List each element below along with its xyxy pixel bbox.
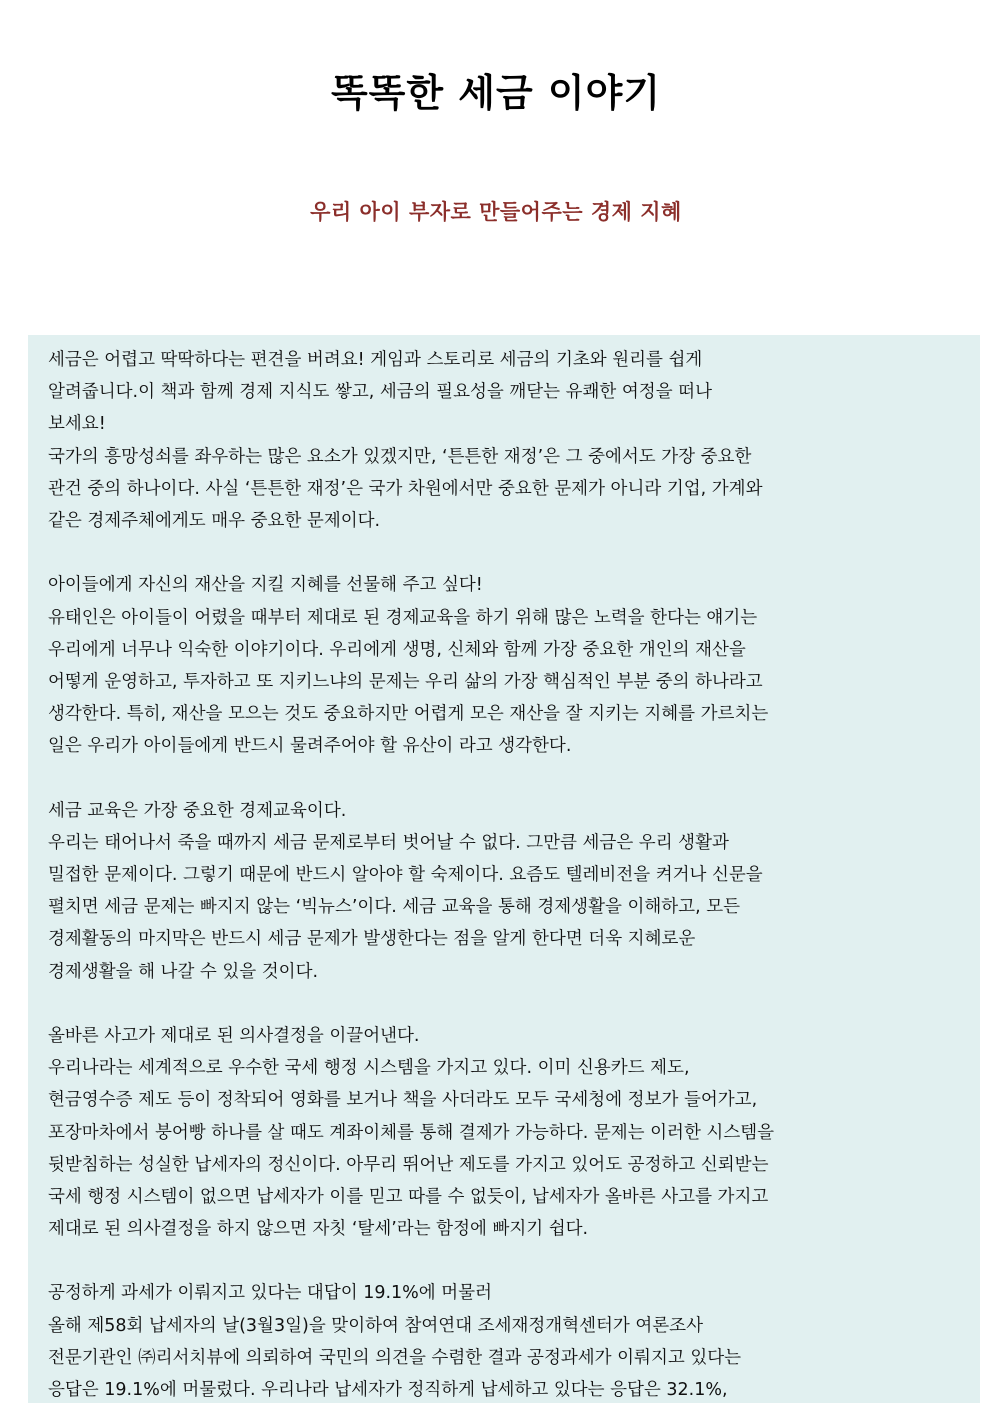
text-line: 보세요! xyxy=(48,414,106,435)
paragraph-intro xyxy=(48,344,980,537)
text-line: 응답은 19.1%에 머물렀다. 우리나라 납세자가 정직하게 납세하고 있다는 응답은 32.1%, xyxy=(48,1380,728,1400)
text-line: 국세 행정 시스템이 없으면 납세자가 이를 믿고 따를 수 없듯이, 납세자가 올바른 사고를 가지고 xyxy=(48,1186,769,1207)
paragraph-decision xyxy=(48,1020,980,1245)
paragraph-spacer xyxy=(48,988,980,1020)
text-line: 전문기관인 ㈜리서치뷰에 의뢰하여 국민의 의견을 수렴한 결과 공정과세가 이뤄지고 있다는 xyxy=(48,1347,742,1368)
text-line: 뒷받침하는 성실한 납세자의 정신이다. 아무리 뛰어난 제도를 가지고 있어도 공정하고 신뢰받는 xyxy=(48,1154,769,1175)
text-line: 우리는 태어나서 죽을 때까지 세금 문제로부터 벗어날 수 없다. 그만큼 세금은 우리 생활과 xyxy=(48,832,729,853)
paragraph-tax-education xyxy=(48,795,980,988)
paragraph-survey xyxy=(48,1277,980,1403)
paragraph-heading: 공정하게 과세가 이뤄지고 있다는 대답이 19.1%에 머물러 xyxy=(48,1283,492,1304)
text-line: 우리나라는 세계적으로 우수한 국세 행정 시스템을 가지고 있다. 이미 신용카드 제도, xyxy=(48,1058,690,1079)
paragraph-spacer xyxy=(48,1245,980,1277)
text-line: 어떻게 운영하고, 투자하고 또 지키느냐의 문제는 우리 삶의 가장 핵심적인 부분 중의 하나라고 xyxy=(48,671,763,692)
paragraph-heading: 세금 교육은 가장 중요한 경제교육이다. xyxy=(48,800,347,821)
text-line: 생각한다. 특히, 재산을 모으는 것도 중요하지만 어렵게 모은 재산을 잘 지키는 지혜를 가르치는 xyxy=(48,704,769,725)
content-box xyxy=(28,335,980,1403)
paragraph-heading: 올바른 사고가 제대로 된 의사결정을 이끌어낸다. xyxy=(48,1025,420,1046)
text-line: 제대로 된 의사결정을 하지 않으면 자칫 ‘탈세’라는 함정에 빠지기 쉽다. xyxy=(48,1219,589,1240)
paragraph-wisdom xyxy=(48,569,980,762)
text-line: 펼치면 세금 문제는 빠지지 않는 ‘빅뉴스’이다. 세금 교육을 통해 경제생활을 이해하고, 모든 xyxy=(48,897,741,918)
text-line: 올해 제58회 납세자의 날(3월3일)을 맞이하여 참여연대 조세재정개혁센터가 여론조사 xyxy=(48,1315,703,1336)
text-line: 밀접한 문제이다. 그렇기 때문에 반드시 알아야 할 숙제이다. 요즘도 텔레비전을 켜거나 신문을 xyxy=(48,865,763,885)
text-line: 같은 경제주체에게도 매우 중요한 문제이다. xyxy=(48,510,381,531)
paragraph-heading: 아이들에게 자신의 재산을 지킬 지혜를 선물해 주고 싶다! xyxy=(48,575,483,596)
paragraph-spacer xyxy=(48,762,980,794)
text-line: 경제생활을 해 나갈 수 있을 것이다. xyxy=(48,961,319,982)
text-line: 포장마차에서 붕어빵 하나를 살 때도 계좌이체를 통해 결제가 가능하다. 문제는 이러한 시스템을 xyxy=(48,1122,775,1143)
text-line: 현금영수증 제도 등이 정착되어 영화를 보거나 책을 사더라도 모두 국세청에 정보가 들어가고, xyxy=(48,1090,758,1111)
text-line: 알려줍니다.이 책과 함께 경제 지식도 쌓고, 세금의 필요성을 깨닫는 유쾌한 여정을 떠나 xyxy=(48,382,712,403)
text-line: 우리에게 너무나 익숙한 이야기이다. 우리에게 생명, 신체와 함께 가장 중요한 개인의 재산을 xyxy=(48,639,746,660)
text-line: 세금은 어렵고 딱딱하다는 편견을 버려요! 게임과 스토리로 세금의 기초와 원리를 쉽게 xyxy=(48,350,703,370)
page-subtitle: 우리 아이 부자로 만들어주는 경제 지혜 xyxy=(310,200,682,224)
page-title: 똑똑한 세금 이야기 xyxy=(330,71,662,115)
paragraph-spacer xyxy=(48,537,980,569)
text-line: 일은 우리가 아이들에게 반드시 물려주어야 할 유산이 라고 생각한다. xyxy=(48,736,572,757)
text-line: 경제활동의 마지막은 반드시 세금 문제가 발생한다는 점을 알게 한다면 더욱 지혜로운 xyxy=(48,929,696,950)
text-line: 국가의 흥망성쇠를 좌우하는 많은 요소가 있겠지만, ‘튼튼한 재정’은 그 중에서도 가장 중요한 xyxy=(48,446,752,467)
text-line: 유태인은 아이들이 어렸을 때부터 제대로 된 경제교육을 하기 위해 많은 노력을 한다는 얘기는 xyxy=(48,607,758,628)
text-line: 관건 중의 하나이다. 사실 ‘튼튼한 재정’은 국가 차원에서만 중요한 문제가 아니라 기업, 가계와 xyxy=(48,478,763,499)
